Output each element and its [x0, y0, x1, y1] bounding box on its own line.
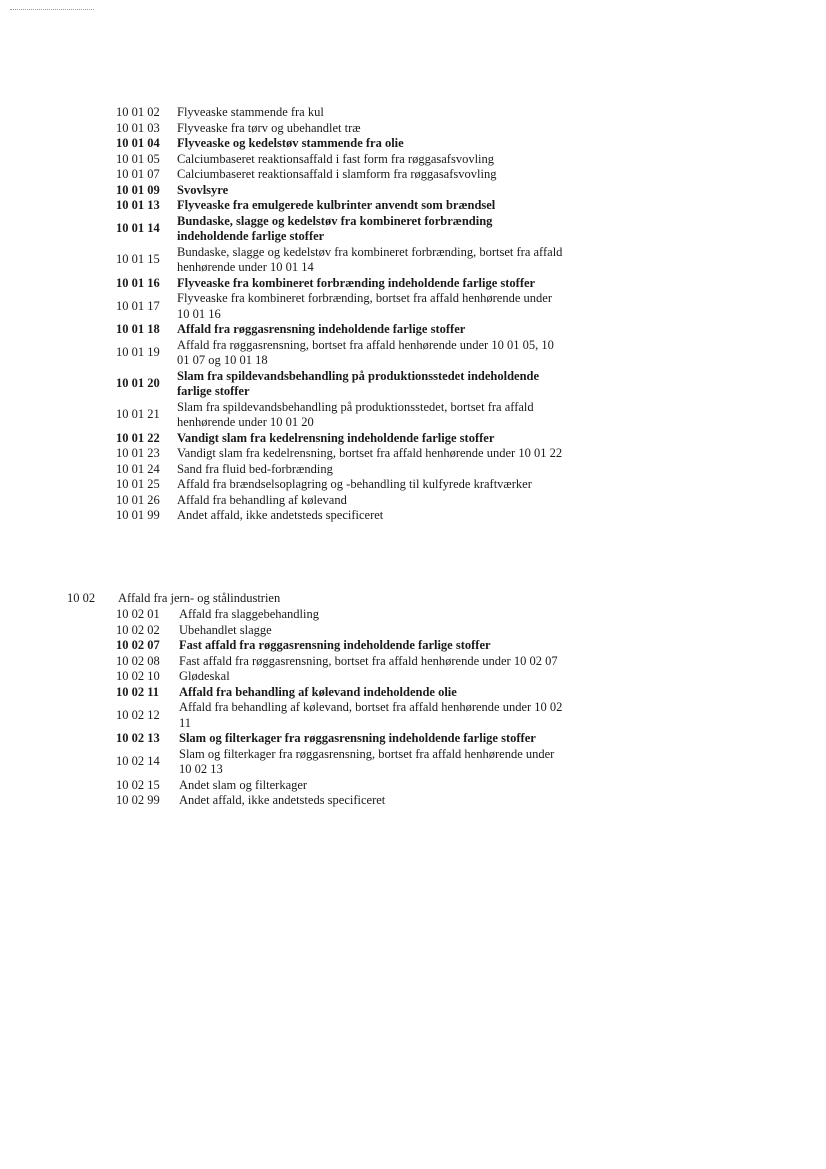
group-heading — [0, 591, 826, 607]
waste-description: Sand fra fluid bed-forbrænding — [177, 461, 333, 476]
waste-code: 10 01 26 — [116, 492, 160, 507]
list-item — [0, 291, 826, 322]
waste-description: Glødeskal — [179, 669, 230, 683]
list-item — [0, 493, 826, 509]
waste-description: Fast affald fra røggasrensning indeholdende farlige stoffer — [179, 638, 491, 652]
waste-code: 10 01 14 — [116, 221, 160, 236]
list-item — [0, 462, 826, 478]
waste-description: Slam fra spildevandsbehandling på produktionsstedet indeholdende farlige stoffer — [177, 368, 540, 398]
waste-description: Bundaske, slagge og kedelstøv fra kombineret forbrænding, bortset fra affald henhørende under 10 01 14 — [177, 244, 563, 274]
list-item — [0, 400, 826, 431]
waste-description: Flyveaske fra emulgerede kulbrinter anvendt som brændsel — [177, 198, 496, 212]
list-item — [0, 477, 826, 493]
waste-description: Slam fra spildevandsbehandling på produktionsstedet, bortset fra affald henhørende under 10 01 20 — [177, 399, 534, 429]
waste-description: Flyveaske fra tørv og ubehandlet træ — [177, 120, 361, 135]
waste-code: 10 01 04 — [116, 136, 160, 150]
group-title: Affald fra jern- og stålindustrien — [118, 591, 281, 605]
list-item — [0, 136, 826, 152]
list-item — [0, 700, 826, 731]
list-item — [0, 183, 826, 199]
waste-description: Bundaske, slagge og kedelstøv fra kombineret forbrænding indeholdende farlige stoffer — [177, 213, 493, 243]
waste-description: Fast affald fra røggasrensning, bortset fra affald henhørende under 10 02 07 — [179, 653, 558, 668]
waste-code: 10 01 05 — [116, 151, 160, 166]
list-item — [0, 731, 826, 747]
waste-code: 10 01 15 — [116, 252, 160, 267]
waste-description: Affald fra røggasrensning, bortset fra affald henhørende under 10 01 05, 10 01 07 og 10 01 18 — [177, 337, 554, 367]
waste-code: 10 02 14 — [116, 754, 160, 769]
list-item — [0, 369, 826, 400]
waste-description: Flyveaske stammende fra kul — [177, 105, 324, 119]
waste-description: Slam og filterkager fra røggasrensning indeholdende farlige stoffer — [179, 731, 536, 745]
list-item — [0, 508, 826, 524]
waste-code: 10 02 01 — [116, 607, 160, 621]
list-item — [0, 638, 826, 654]
list-item — [0, 198, 826, 214]
list-item — [0, 322, 826, 338]
waste-code: 10 01 21 — [116, 407, 160, 422]
waste-description: Calciumbaseret reaktionsaffald i fast form fra røggasafsvovling — [177, 151, 495, 166]
waste-code: 10 02 10 — [116, 669, 160, 683]
waste-code: 10 02 15 — [116, 777, 160, 792]
waste-description: Svovlsyre — [177, 182, 229, 197]
waste-description: Flyveaske fra kombineret forbrænding indeholdende farlige stoffer — [177, 275, 536, 290]
waste-description: Flyveaske og kedelstøv stammende fra olie — [177, 136, 404, 150]
waste-description: Vandigt slam fra kedelrensning, bortset fra affald henhørende under 10 01 22 — [177, 446, 563, 460]
waste-description: Affald fra brændselsoplagring og -behandling til kulfyrede kraftværker — [177, 477, 532, 491]
waste-description: Affald fra behandling af kølevand — [177, 492, 347, 507]
waste-code: 10 02 12 — [116, 707, 160, 722]
waste-code: 10 01 18 — [116, 322, 160, 336]
group-code: 10 02 — [67, 591, 96, 605]
list-item — [0, 654, 826, 670]
list-item — [0, 669, 826, 685]
waste-code: 10 01 03 — [116, 120, 160, 135]
waste-code: 10 02 11 — [116, 684, 160, 699]
waste-code: 10 01 02 — [116, 105, 160, 119]
waste-description: Affald fra behandling af kølevand, bortset fra affald henhørende under 10 02 11 — [179, 700, 563, 730]
waste-code: 10 01 17 — [116, 298, 160, 313]
waste-code: 10 02 13 — [116, 731, 160, 745]
waste-description: Calciumbaseret reaktionsaffald i slamform fra røggasafsvovling — [177, 167, 497, 181]
waste-code: 10 02 08 — [116, 653, 160, 668]
list-item — [0, 793, 826, 809]
waste-code: 10 01 20 — [116, 376, 160, 391]
list-item — [0, 778, 826, 794]
waste-description: Andet slam og filterkager — [179, 777, 308, 792]
waste-code: 10 01 16 — [116, 275, 160, 290]
list-item — [0, 245, 826, 276]
waste-code: 10 01 13 — [116, 198, 160, 212]
list-item — [0, 607, 826, 623]
waste-list-10-02 — [0, 591, 826, 809]
waste-description: Andet affald, ikke andetsteds specificeret — [177, 508, 384, 522]
waste-code: 10 02 99 — [116, 793, 160, 807]
list-item — [0, 685, 826, 701]
list-item — [0, 276, 826, 292]
waste-code: 10 01 22 — [116, 430, 160, 445]
list-item — [0, 431, 826, 447]
list-item — [0, 167, 826, 183]
top-dotted-rule — [10, 9, 94, 10]
waste-code: 10 02 07 — [116, 638, 160, 652]
waste-description: Vandigt slam fra kedelrensning indeholdende farlige stoffer — [177, 430, 495, 445]
waste-description: Ubehandlet slagge — [179, 622, 272, 637]
waste-code: 10 01 09 — [116, 182, 160, 197]
list-item — [0, 446, 826, 462]
waste-code: 10 01 19 — [116, 345, 160, 360]
list-item — [0, 338, 826, 369]
list-item — [0, 747, 826, 778]
waste-code: 10 01 25 — [116, 477, 160, 491]
waste-description: Slam og filterkager fra røggasrensning, bortset fra affald henhørende under 10 02 13 — [179, 746, 555, 776]
list-item — [0, 152, 826, 168]
waste-code: 10 01 99 — [116, 508, 160, 522]
waste-description: Affald fra slaggebehandling — [179, 607, 319, 621]
waste-description: Flyveaske fra kombineret forbrænding, bortset fra affald henhørende under 10 01 16 — [177, 291, 552, 321]
list-item — [0, 121, 826, 137]
waste-description: Andet affald, ikke andetsteds specificeret — [179, 793, 386, 807]
waste-code: 10 01 24 — [116, 461, 160, 476]
waste-description: Affald fra røggasrensning indeholdende farlige stoffer — [177, 322, 466, 336]
waste-code: 10 01 23 — [116, 446, 160, 460]
waste-description: Affald fra behandling af kølevand indeholdende olie — [179, 684, 457, 699]
waste-list-10-01 — [0, 105, 826, 524]
list-item — [0, 623, 826, 639]
list-item — [0, 214, 826, 245]
list-item — [0, 105, 826, 121]
waste-code: 10 01 07 — [116, 167, 160, 181]
waste-code: 10 02 02 — [116, 622, 160, 637]
